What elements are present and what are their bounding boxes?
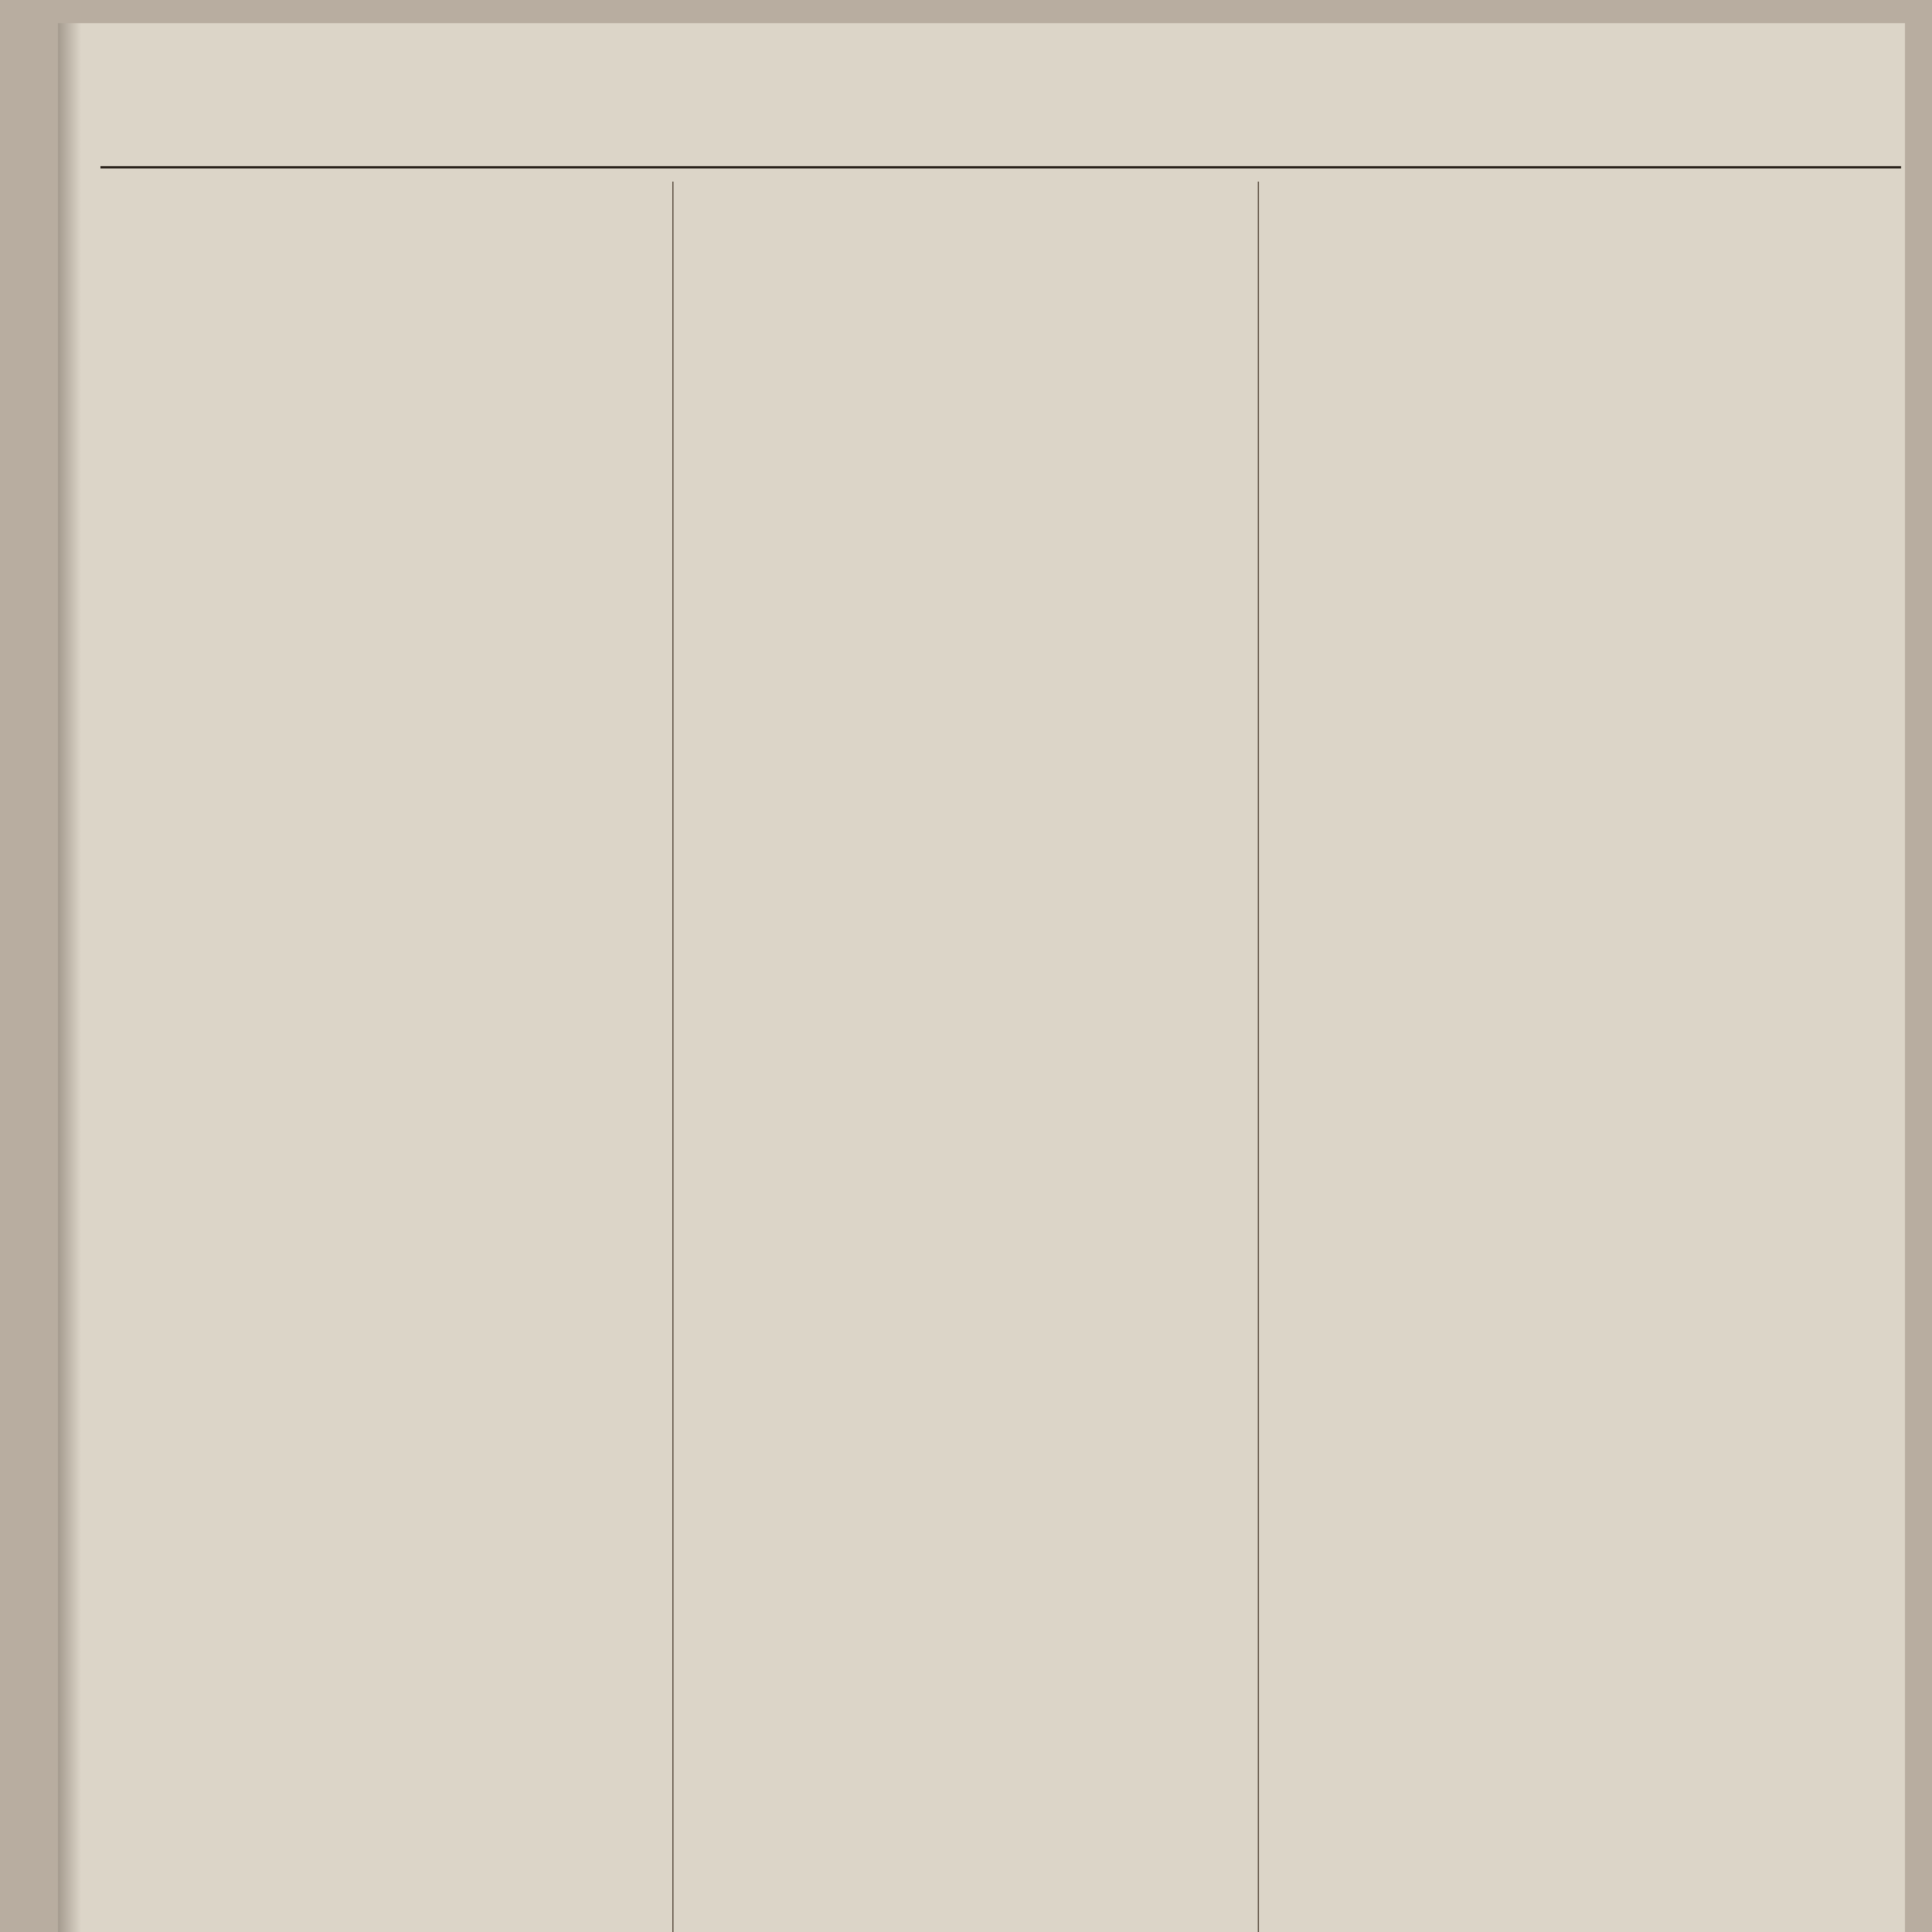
column-divider [672,182,673,1932]
text-column-2 [690,182,1246,1932]
binding-shadow [58,23,81,1932]
text-column-3 [1275,182,1832,1932]
header-rule [100,166,1901,168]
column-divider [1258,182,1259,1932]
text-column-1 [104,182,661,1932]
